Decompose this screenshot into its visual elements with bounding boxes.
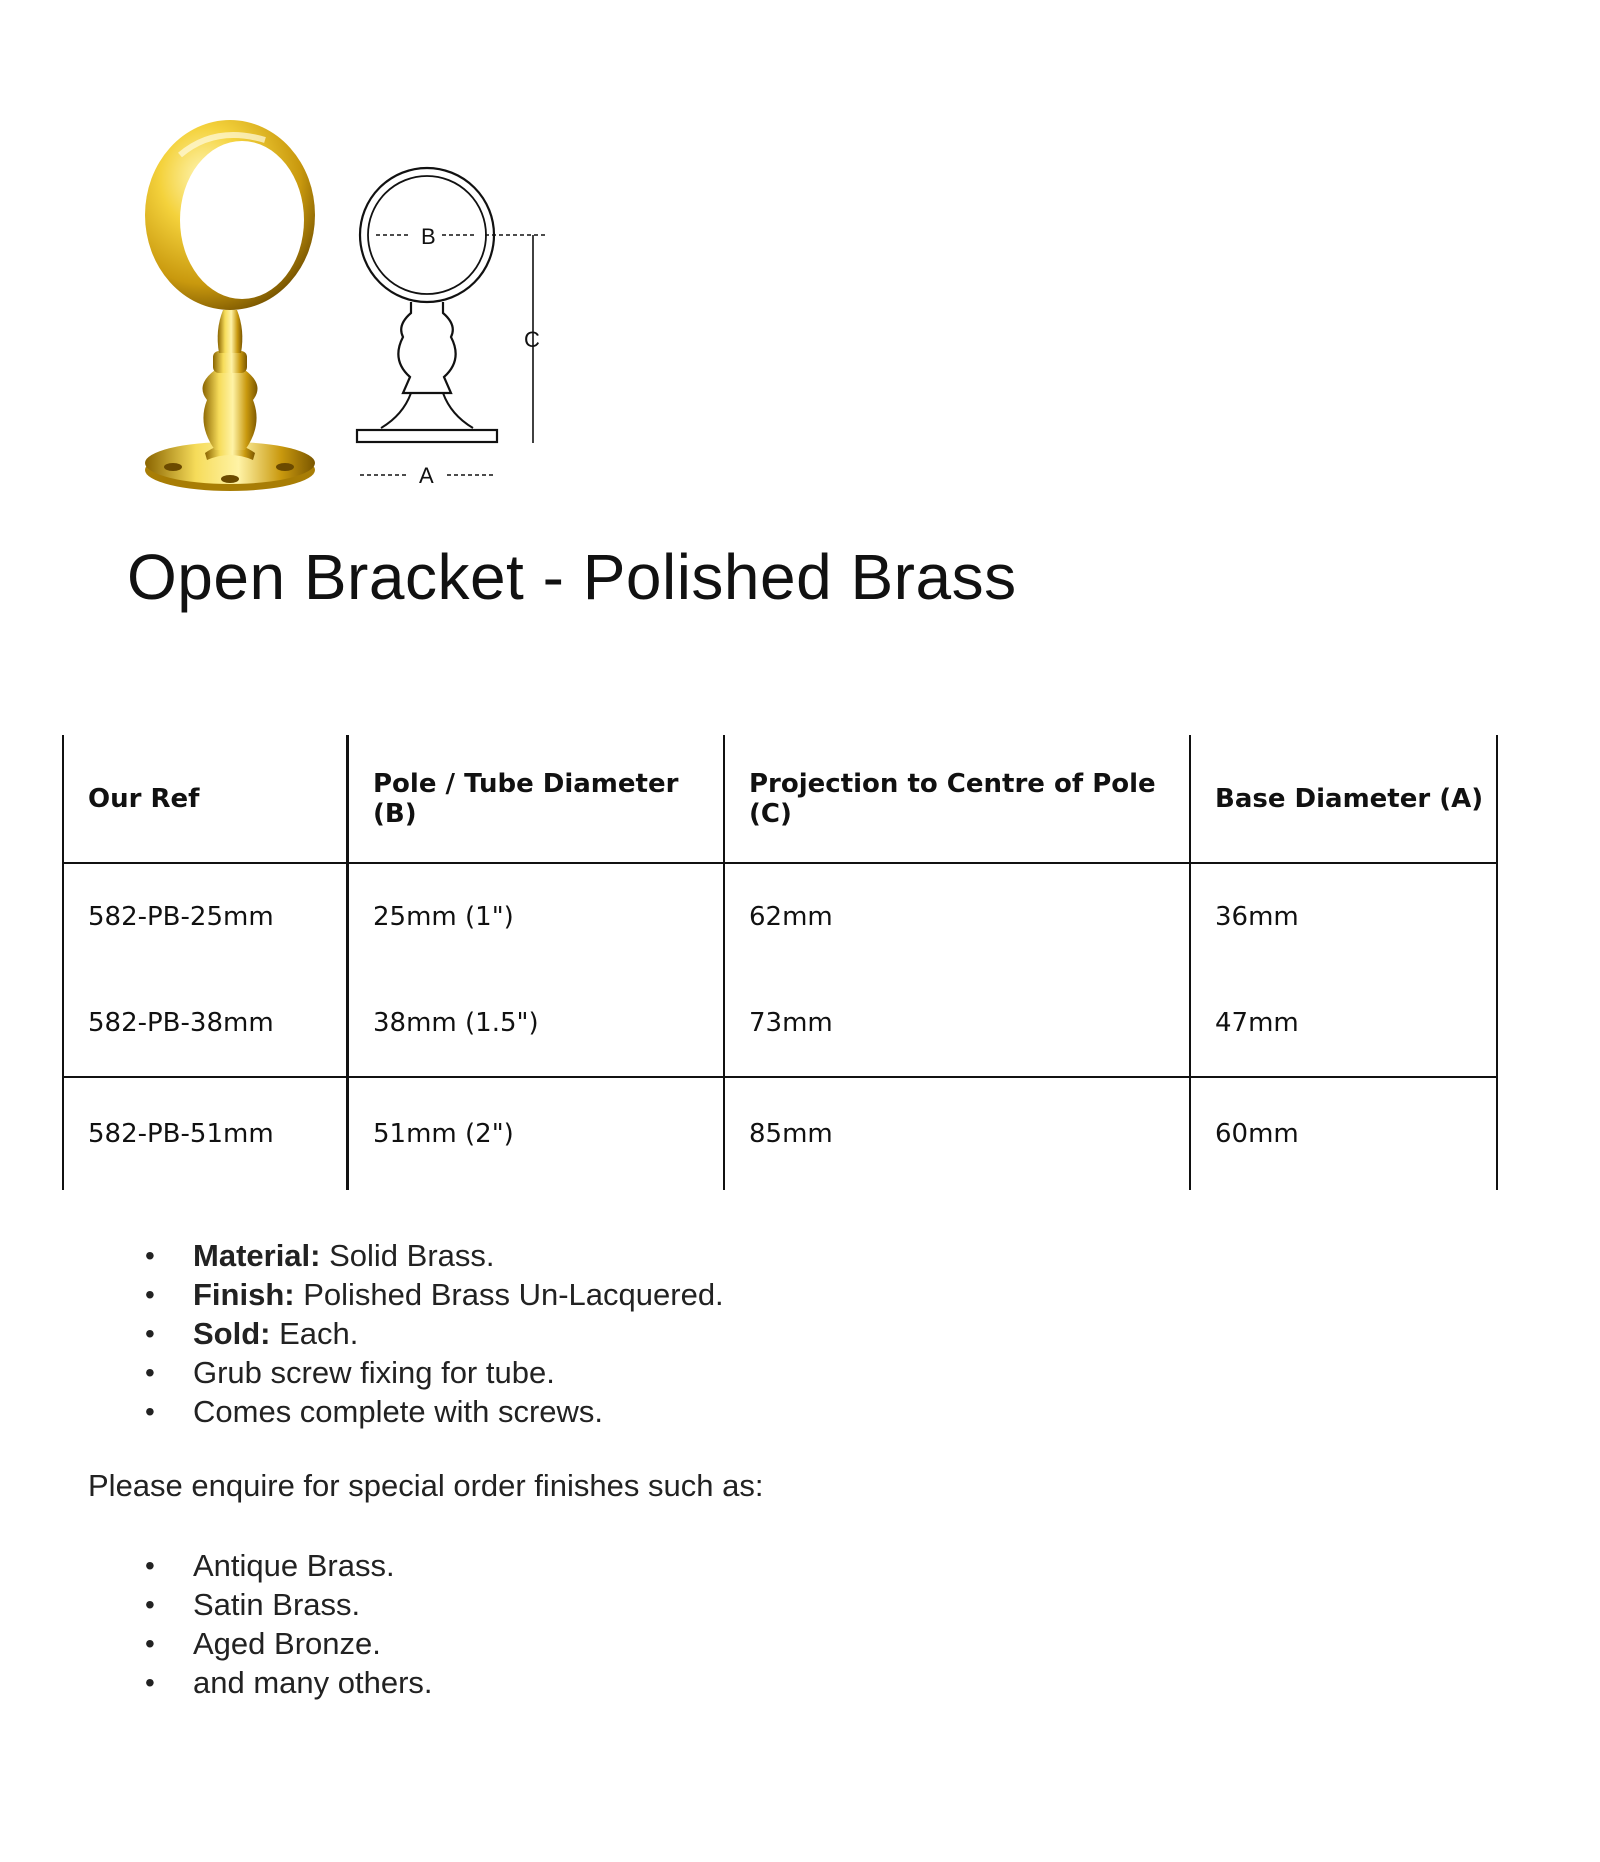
table-header-row [63, 735, 1497, 863]
header-base-diameter: Base Diameter (A) [1190, 735, 1497, 863]
cell-ref: 582-PB-25mm [63, 863, 348, 970]
page-title: Open Bracket - Polished Brass [127, 541, 1017, 613]
enquire-text: Please enquire for special order finishes such as: [88, 1468, 764, 1503]
cell-ref: 582-PB-38mm [63, 970, 348, 1077]
feature-text: Grub screw fixing for tube. [193, 1355, 555, 1390]
cell-projection: 85mm [724, 1077, 1190, 1190]
cell-base-diameter: 60mm [1190, 1077, 1497, 1190]
cell-projection: 62mm [724, 863, 1190, 970]
table-row [63, 1077, 1497, 1190]
cell-base-diameter: 47mm [1190, 970, 1497, 1077]
list-item [145, 1236, 724, 1275]
feature-text: Solid Brass. [320, 1238, 495, 1273]
feature-text: Comes complete with screws. [193, 1394, 604, 1429]
cell-base-diameter: 36mm [1190, 863, 1497, 970]
brass-bracket-photo [145, 120, 315, 491]
special-finishes-list [145, 1546, 433, 1702]
list-item [145, 1275, 724, 1314]
list-item [145, 1353, 724, 1392]
list-item: • Satin Brass. [145, 1585, 433, 1624]
feature-list [145, 1236, 724, 1431]
feature-text: Polished Brass Un-Lacquered. [294, 1277, 724, 1312]
diagram-label-b: B [421, 224, 436, 249]
list-item: • and many others. [145, 1663, 433, 1702]
feature-label: Sold: [193, 1316, 271, 1351]
diagram-label-c: C [524, 327, 540, 352]
product-figure [135, 115, 555, 495]
product-image [135, 115, 555, 495]
spec-table [62, 735, 1498, 1190]
header-projection: Projection to Centre of Pole (C) [724, 735, 1190, 863]
dimension-diagram [357, 168, 545, 475]
cell-pole-diameter: 25mm (1") [348, 863, 725, 970]
diagram-label-a: A [419, 463, 434, 488]
list-item: • Aged Bronze. [145, 1624, 433, 1663]
list-item [145, 1392, 724, 1431]
feature-label: Finish: [193, 1277, 295, 1312]
header-our-ref: Our Ref [63, 735, 348, 863]
feature-text: Each. [270, 1316, 359, 1351]
table-row [63, 863, 1497, 970]
cell-projection: 73mm [724, 970, 1190, 1077]
feature-label: Material: [193, 1238, 321, 1273]
cell-pole-diameter: 51mm (2") [348, 1077, 725, 1190]
cell-pole-diameter: 38mm (1.5") [348, 970, 725, 1077]
list-item: • Antique Brass. [145, 1546, 433, 1585]
cell-ref: 582-PB-51mm [63, 1077, 348, 1190]
table-row [63, 970, 1497, 1077]
list-item [145, 1314, 724, 1353]
header-pole-diameter: Pole / Tube Diameter (B) [348, 735, 725, 863]
